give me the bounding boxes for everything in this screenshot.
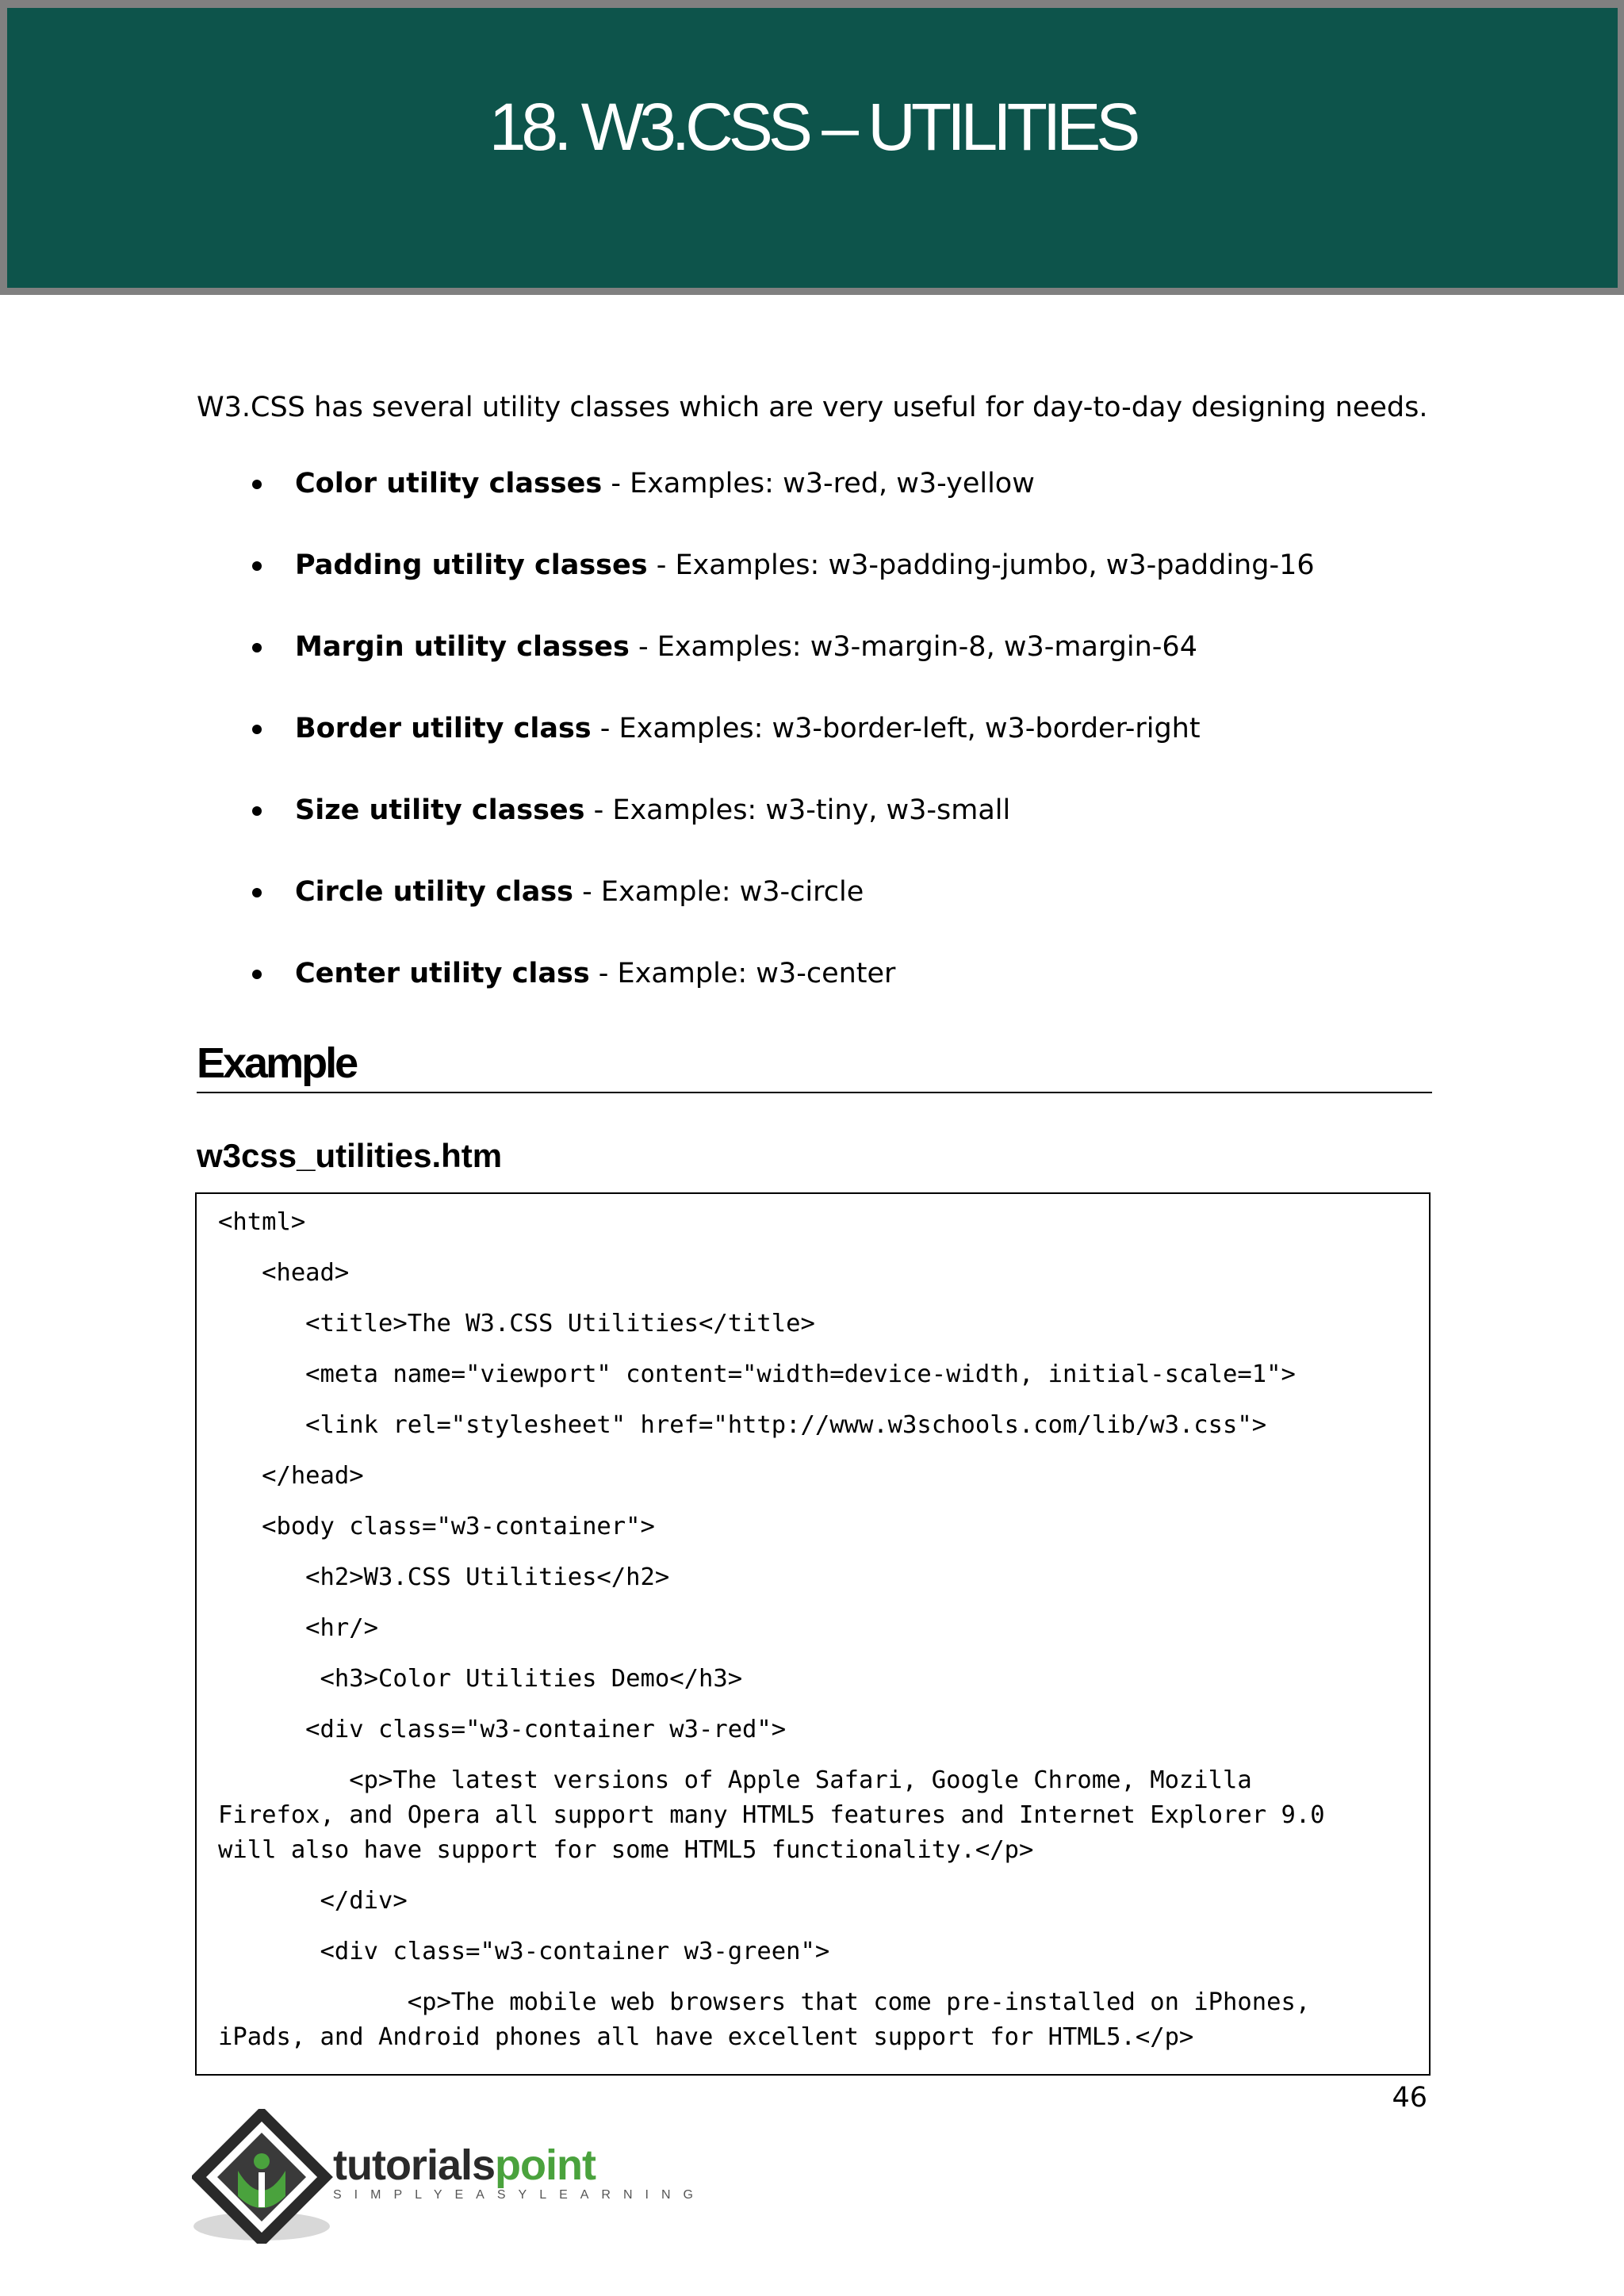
list-item-description: - Example: w3-center: [589, 958, 896, 989]
file-name: w3css_utilities.htm: [197, 1137, 503, 1174]
list-item-description: - Examples: w3-red, w3-yellow: [602, 468, 1035, 499]
list-item: [197, 708, 1315, 790]
example-heading: Example: [197, 1039, 357, 1087]
list-item-description: - Examples: w3-margin-8, w3-margin-64: [629, 631, 1197, 663]
list-item-term: Circle utility class: [295, 876, 574, 908]
list-item: [197, 463, 1315, 545]
code-line: iPads, and Android phones all have excellent support for HTML5.</p>: [218, 2023, 1194, 2051]
list-item-term: Border utility class: [295, 713, 592, 744]
intro-paragraph: W3.CSS has several utility classes which are very useful for day-to-day designing needs.: [197, 392, 1428, 423]
bullet-icon: [252, 888, 262, 897]
list-item-description: - Examples: w3-border-left, w3-border-right: [591, 713, 1201, 744]
code-line: <head>: [218, 1259, 350, 1287]
list-item-description: - Examples: w3-padding-jumbo, w3-padding-16: [647, 549, 1315, 581]
code-line: <html>: [218, 1208, 306, 1236]
code-line: will also have support for some HTML5 functionality.</p>: [218, 1836, 1034, 1864]
code-line: <meta name="viewport" content="width=device-width, initial-scale=1">: [218, 1360, 1296, 1388]
list-item: [197, 790, 1315, 871]
bullet-icon: [252, 561, 262, 571]
bullet-icon: [252, 480, 262, 489]
list-item-term: Center utility class: [295, 958, 590, 989]
code-line: </div>: [218, 1887, 408, 1915]
brand-name-accent: point: [495, 2141, 596, 2189]
tutorialspoint-logo-icon: [192, 2109, 335, 2247]
bullet-icon: [252, 970, 262, 979]
bullet-icon: [252, 725, 262, 734]
bullet-icon: [252, 643, 262, 652]
code-line: <div class="w3-container w3-green">: [218, 1938, 830, 1965]
brand-name-dark: tutorials: [333, 2141, 496, 2189]
list-item-term: Size utility classes: [295, 794, 585, 826]
list-item-description: - Example: w3-circle: [573, 876, 864, 908]
list-item-term: Margin utility classes: [295, 631, 630, 663]
bullet-icon: [252, 806, 262, 816]
code-line: <link rel="stylesheet" href="http://www.w3schools.com/lib/w3.css">: [218, 1411, 1267, 1439]
code-line: <div class="w3-container w3-red">: [218, 1716, 787, 1743]
heading-divider: [197, 1092, 1432, 1093]
code-line: <h2>W3.CSS Utilities</h2>: [218, 1563, 670, 1591]
code-line: <hr/>: [218, 1614, 378, 1642]
list-item-description: - Examples: w3-tiny, w3-small: [584, 794, 1011, 826]
list-item: [197, 626, 1315, 708]
code-line: <p>The mobile web browsers that come pre-installed on iPhones,: [218, 1988, 1311, 2016]
code-line: </head>: [218, 1462, 364, 1490]
code-line: <title>The W3.CSS Utilities</title>: [218, 1310, 815, 1337]
list-item: [197, 545, 1315, 626]
chapter-banner-background: [7, 8, 1618, 288]
list-item-term: Color utility classes: [295, 468, 603, 499]
code-line: <p>The latest versions of Apple Safari, Google Chrome, Mozilla: [218, 1766, 1252, 1794]
code-line: Firefox, and Opera all support many HTML5 features and Internet Explorer 9.0: [218, 1801, 1325, 1829]
list-item: [197, 871, 1315, 953]
chapter-title: 18. W3.CSS – UTILITIES: [488, 90, 1136, 164]
code-block: [195, 1192, 1431, 2076]
brand-name: [333, 2141, 596, 2190]
page-number: 46: [1392, 2082, 1427, 2114]
list-item-term: Padding utility classes: [295, 549, 648, 581]
code-line: <body class="w3-container">: [218, 1513, 655, 1540]
list-item: [197, 953, 1315, 1035]
brand-tagline: SIMPLYEASYLEARNING: [333, 2188, 706, 2202]
code-line: <h3>Color Utilities Demo</h3>: [218, 1665, 743, 1693]
utility-class-list: [197, 463, 1315, 1035]
chapter-banner: [0, 0, 1624, 295]
